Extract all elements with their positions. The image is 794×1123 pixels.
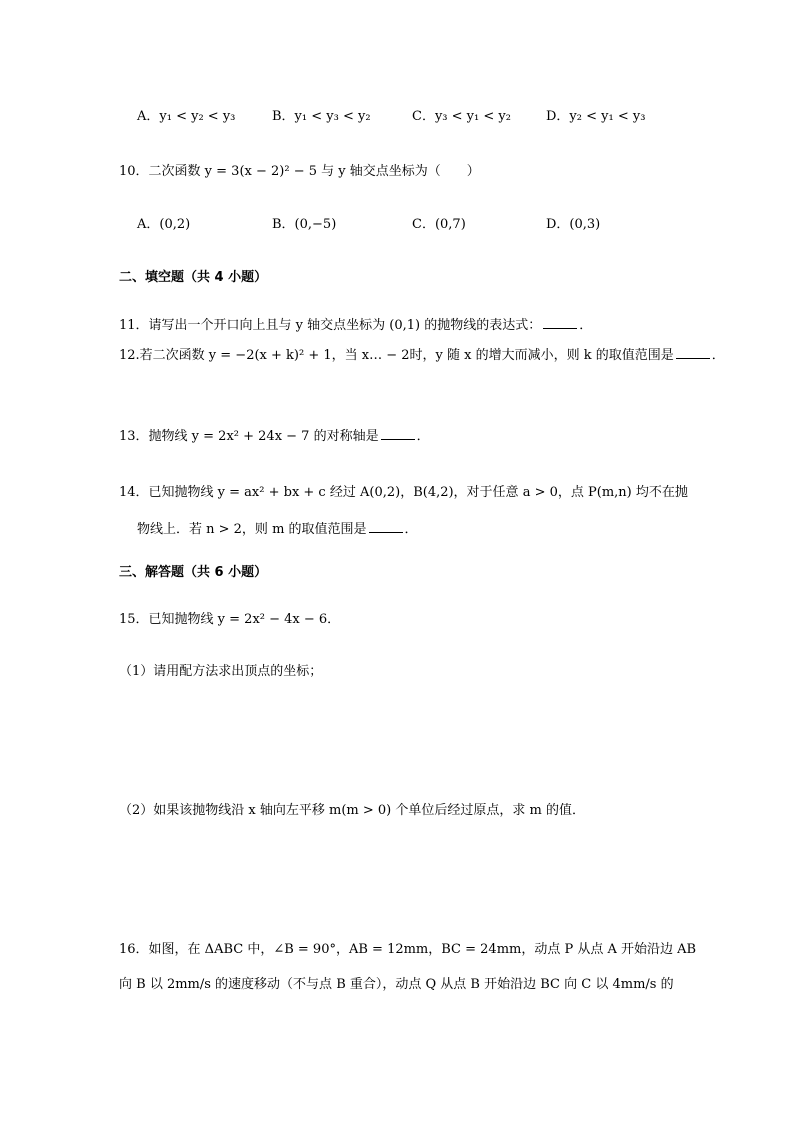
q10-option-b: B．(0,−5) — [272, 217, 337, 232]
q14-line1: 14．已知抛物线 y = ax² + bx + c 经过 A(0,2)，B(4,2)，对于任意 a > 0，点 P(m,n) 均不在抛 — [119, 485, 688, 500]
q9-option-b: B．y₁ < y₃ < y₂ — [272, 109, 371, 124]
q14-stem-end: 物线上．若 n > 2，则 m 的取值范围是 — [137, 522, 367, 537]
q13 — [119, 425, 430, 447]
q11-stem: 11．请写出一个开口向上且与 y 轴交点坐标为 (0,1) 的抛物线的表达式： — [119, 318, 542, 333]
q13-stem: 13．抛物线 y = 2x² + 24x − 7 的对称轴是 — [119, 429, 379, 444]
q10-stem: 10．二次函数 y = 3(x − 2)² − 5 与 y 轴交点坐标为（ ） — [119, 164, 480, 179]
q11-end: ． — [579, 318, 593, 333]
q15-stem: 15．已知抛物线 y = 2x² − 4x − 6． — [119, 612, 341, 627]
q9-option-a: A．y₁ < y₂ < y₃ — [137, 109, 236, 124]
q15-part2: （2）如果该抛物线沿 x 轴向左平移 m(m > 0) 个单位后经过原点，求 m 的值． — [119, 803, 585, 818]
q9-option-d: D．y₂ < y₁ < y₃ — [546, 109, 646, 124]
answer-blank — [543, 314, 577, 329]
q12-end: ． — [711, 348, 725, 363]
q14-end: ． — [404, 522, 418, 537]
q10-option-a: A．(0,2) — [137, 217, 191, 232]
q14-line2 — [137, 518, 418, 540]
q16-line2: 向 B 以 2mm/s 的速度移动（不与点 B 重合），动点 Q 从点 B 开始沿边 BC 向 C 以 4mm/s 的 — [119, 977, 674, 992]
q10-option-d: D．(0,3) — [546, 217, 601, 232]
section-answer-title: 三、解答题（共 6 小题） — [119, 565, 268, 580]
q11 — [119, 314, 592, 336]
section-fill-in-title: 二、填空题（共 4 小题） — [119, 270, 268, 285]
q12 — [119, 344, 725, 366]
answer-blank — [369, 518, 403, 533]
answer-blank — [676, 344, 710, 359]
q9-option-c: C．y₃ < y₁ < y₂ — [412, 109, 511, 124]
q12-stem: 12.若二次函数 y = −2(x + k)² + 1，当 x… − 2时，y 随 x 的增大而减小，则 k 的取值范围是 — [119, 348, 674, 363]
answer-blank — [381, 425, 415, 440]
q16-line1: 16．如图，在 ΔABC 中，∠B = 90°，AB = 12mm，BC = 24mm，动点 P 从点 A 开始沿边 AB — [119, 942, 697, 957]
q13-end: ． — [416, 429, 430, 444]
q10-option-c: C．(0,7) — [412, 217, 466, 232]
q15-part1: （1）请用配方法求出顶点的坐标； — [119, 664, 323, 679]
